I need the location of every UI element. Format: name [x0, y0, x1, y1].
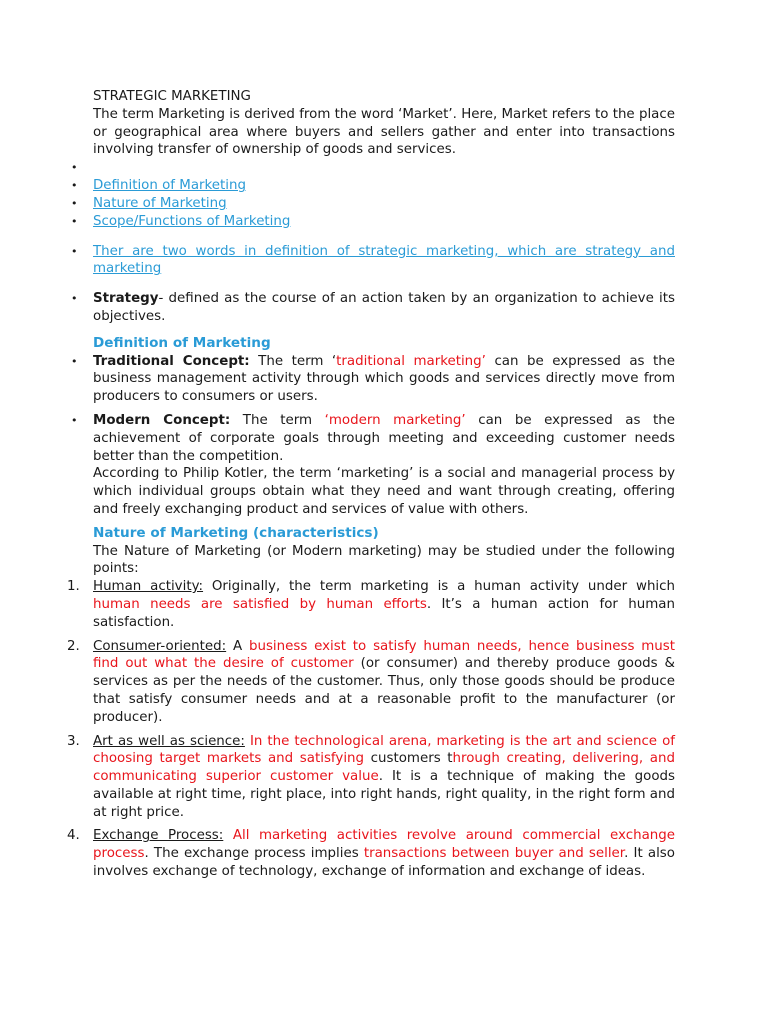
- highlighted-text: human needs are satisfied by human efforts: [93, 596, 427, 612]
- traditional-text-post: can be expressed as the business management activity through which goods and services directly move from producers to consumers or users.: [93, 353, 676, 405]
- highlighted-text: All marketing activities revolve around commercial exchange process: [93, 828, 675, 862]
- two-words-link[interactable]: Ther are two words in definition of strategic marketing, which are strategy and marketing: [93, 243, 675, 277]
- link-scope-functions-of-marketing[interactable]: Scope/Functions of Marketing: [93, 213, 291, 229]
- highlighted-text: hrough creating, delivering, and communicating superior customer value: [93, 751, 675, 785]
- bullet-glyph: •: [71, 196, 78, 210]
- traditional-text-pre: The term ‘: [249, 353, 337, 369]
- strategy-term: Strategy: [93, 291, 159, 307]
- body-text: [223, 828, 233, 843]
- traditional-concept-item: [71, 353, 676, 406]
- body-text: . It also involves exchange of technology, exchange of information and exchange of ideas.: [93, 846, 675, 880]
- bullet-glyph: •: [71, 214, 78, 228]
- topic-link-item: [71, 177, 675, 195]
- list-number: 4.: [67, 828, 80, 844]
- kotler-paragraph: According to Philip Kotler, the term ‘marketing’ is a social and managerial process by which individual groups obtain what they need and want through creating, offering and freely exchanging product and services of value with others.: [93, 466, 675, 517]
- modern-concept-item: [71, 412, 675, 465]
- document-title: STRATEGIC MARKETING: [93, 89, 251, 104]
- two-words-item: [71, 243, 675, 279]
- highlighted-text: In the technological arena, marketing is the art and science of choosing target markets and satisfying: [93, 733, 675, 767]
- intro-paragraph: The term Marketing is derived from the word ‘Market’. Here, Market refers to the place or geographical area where buyers and sellers gather and enter into transactions involving transfer of ownership of goods and services.: [93, 106, 675, 158]
- definition-heading: Definition of Marketing: [93, 334, 271, 351]
- empty-bullet-item: [71, 159, 675, 177]
- nature-list-item: [67, 638, 676, 727]
- highlighted-text: transactions between buyer and seller: [363, 846, 625, 862]
- bullet-glyph: •: [71, 354, 78, 368]
- list-number: 2.: [67, 638, 80, 654]
- body-text: . It’s a human action for human satisfaction.: [93, 596, 675, 630]
- bullet-glyph: •: [71, 413, 78, 427]
- body-text: . The exchange process implies: [144, 846, 364, 862]
- modern-marketing-highlight: ‘modern marketing’: [324, 412, 466, 428]
- bullet-glyph: •: [71, 244, 78, 258]
- strategy-text: - defined as the course of an action taken by an organization to achieve its objectives.: [93, 291, 675, 324]
- body-text: . It is a technique of making the goods available at right time, right place, into right hands, right quality, in the right form and at right price.: [93, 769, 675, 820]
- list-item-label: Consumer-oriented:: [93, 638, 227, 654]
- topic-link-item: [71, 195, 675, 213]
- bullet-glyph: •: [71, 161, 78, 175]
- list-number: 3.: [67, 733, 80, 749]
- modern-concept-term: Modern Concept:: [93, 412, 231, 428]
- body-text: Originally, the term marketing is a human activity under which: [203, 579, 675, 595]
- strategy-item: [71, 290, 675, 326]
- nature-intro: The Nature of Marketing (or Modern marketing) may be studied under the following points:: [93, 543, 675, 577]
- topic-link-item: [71, 213, 675, 231]
- link-nature-of-marketing[interactable]: Nature of Marketing: [93, 195, 227, 211]
- modern-text-post: can be expressed as the achievement of corporate goals through meeting and exceeding customer needs better than the competition.: [93, 412, 675, 464]
- list-item-label: Exchange Process:: [93, 828, 224, 844]
- nature-list: [67, 578, 676, 881]
- list-item-label: Art as well as science:: [93, 733, 245, 749]
- bullet-glyph: •: [71, 179, 78, 193]
- bullet-glyph: •: [71, 292, 78, 306]
- link-definition-of-marketing[interactable]: Definition of Marketing: [93, 178, 246, 194]
- nature-list-item: [67, 578, 675, 631]
- document-body: [67, 88, 676, 881]
- highlighted-text: business exist to satisfy human needs, hence business must find out what the desire of customer: [93, 638, 675, 672]
- body-text: A: [226, 638, 249, 654]
- traditional-concept-term: Traditional Concept:: [93, 353, 250, 369]
- list-number: 1.: [67, 579, 80, 595]
- traditional-marketing-highlight: traditional marketing’: [336, 353, 486, 369]
- nature-list-item: [67, 827, 675, 880]
- nature-heading: Nature of Marketing (characteristics): [93, 524, 379, 541]
- topic-link-list: [71, 177, 675, 230]
- list-item-label: Human activity:: [93, 579, 204, 595]
- nature-list-item: [67, 733, 675, 822]
- body-text: customers t: [364, 751, 453, 767]
- modern-text-pre: The term: [230, 412, 325, 428]
- body-text: (or consumer) and thereby produce goods & services as per the needs of the customer. Thus, only those goods should be produce that satisfy consumer needs and at a reasonable profit to the manufacturer (or producer).: [93, 656, 676, 725]
